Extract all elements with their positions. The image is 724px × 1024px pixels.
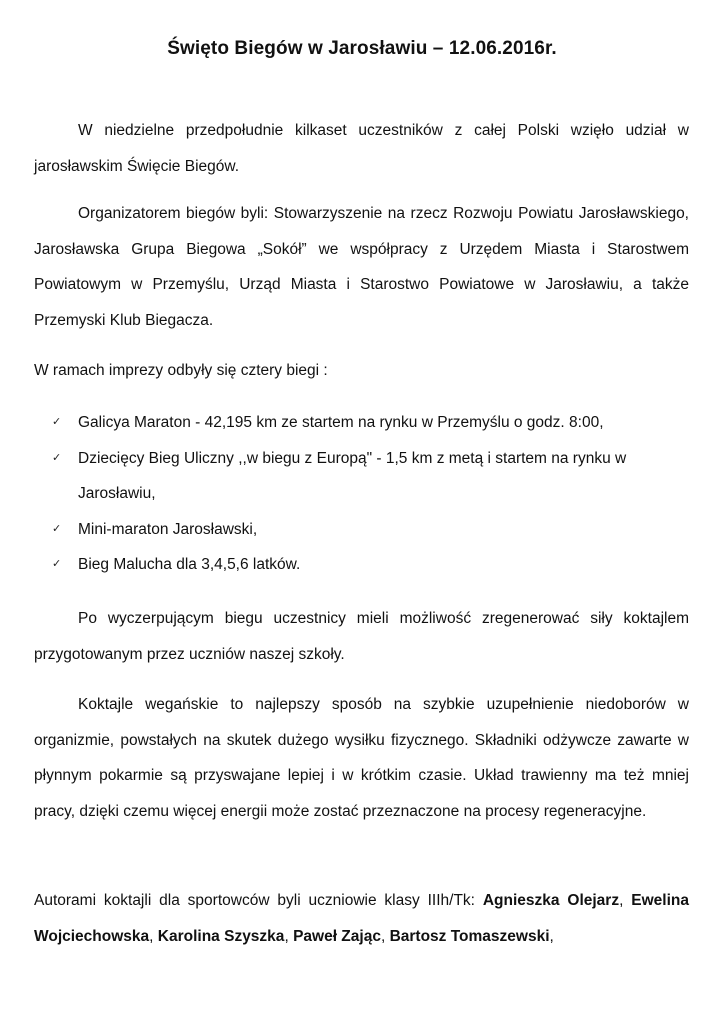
- author-name: Paweł Zając: [293, 927, 381, 945]
- paragraph-intro: W niedzielne przedpołudnie kilkaset uczestników z całej Polski wzięło udział w jarosławskim Święcie Biegów.: [34, 122, 689, 175]
- authors-intro: Autorami koktajli dla sportowców byli uczniowie klasy IIIh/Tk:: [34, 892, 483, 909]
- list-item: [34, 512, 689, 548]
- author-name: Bartosz Tomaszewski: [389, 927, 550, 945]
- document-title: Święto Biegów w Jarosławiu – 12.06.2016r.: [167, 38, 557, 59]
- check-icon: ✓: [52, 451, 62, 464]
- authors-trailing: ,: [549, 927, 554, 945]
- list-item-text: Mini-maraton Jarosławski,: [78, 520, 258, 538]
- check-icon: ✓: [52, 416, 62, 428]
- list-item: [34, 441, 689, 512]
- paragraph-organizers: Organizatorem biegów byli: Stowarzyszenie na rzecz Rozwoju Powiatu Jarosławskiego, Jarosławska Grupa Biegowa „Sokół” we współpracy z Urzędem Miasta i Starostwem Powiatowym w Przemyślu, Urząd Miasta i Starostwo Powiatowe w Jarosławiu, a także Przemyski Klub Biegacza.: [34, 205, 689, 329]
- check-icon: ✓: [52, 558, 62, 570]
- author-separator: ,: [619, 892, 632, 909]
- author-separator: ,: [149, 927, 158, 945]
- author-name: Karolina Szyszka: [157, 927, 285, 945]
- author-name: Agnieszka Olejarz: [482, 892, 620, 909]
- author-separator: ,: [380, 927, 390, 945]
- check-icon: ✓: [52, 522, 62, 535]
- list-item: [34, 405, 689, 441]
- author-name: Ewelina Wojciechowska: [34, 892, 689, 945]
- list-item-text: Dziecięcy Bieg Uliczny ,,w biegu z Europą" - 1,5 km z metą i startem na rynku w Jarosławiu,: [78, 449, 627, 502]
- list-item-text: Galicya Maraton - 42,195 km ze startem na rynku w Przemyślu o godz. 8:00,: [78, 414, 604, 431]
- paragraph-races-intro: W ramach imprezy odbyły się cztery biegi :: [34, 362, 328, 379]
- list-item-text: Bieg Malucha dla 3,4,5,6 latków.: [78, 556, 301, 573]
- races-list: [34, 405, 689, 583]
- author-separator: ,: [284, 927, 294, 945]
- list-item: [34, 547, 689, 583]
- paragraph-authors: [34, 883, 689, 954]
- paragraph-smoothies: Koktajle wegańskie to najlepszy sposób na szybkie uzupełnienie niedoborów w organizmie, powstałych na skutek dużego wysiłku fizycznego. Składniki odżywcze zawarte w płynnym pokarmie są przyswajane lepiej i w krótkim czasie. Układ trawienny ma też mniej pracy, dzięki czemu więcej energii może zostać przeznaczone na procesy regeneracyjne.: [34, 696, 689, 820]
- paragraph-regeneration: Po wyczerpującym biegu uczestnicy mieli możliwość zregenerować siły koktajlem przygotowanym przez uczniów naszej szkoły.: [34, 610, 689, 663]
